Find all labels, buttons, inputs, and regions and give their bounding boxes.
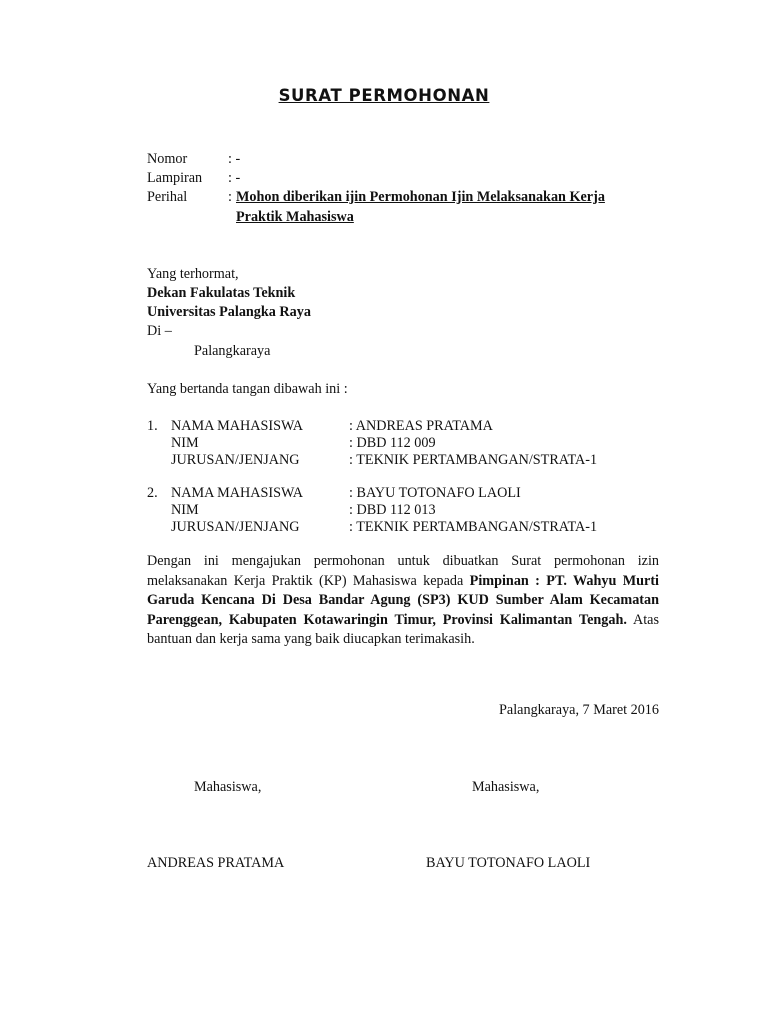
student-2-jurusan-value: : TEKNIK PERTAMBANGAN/STRATA-1	[349, 519, 598, 535]
letter-title: SURAT PERMOHONAN	[278, 86, 490, 105]
body-text-part-3: Atas bantuan dan kerja sama yang baik diucapkan terimakasih.	[147, 611, 659, 648]
signature-1-name: ANDREAS PRATAMA	[147, 855, 285, 871]
perihal-label: Perihal	[147, 189, 188, 205]
body-text-bold: Pimpinan : PT. Wahyu Murti Garuda Kencana Di Desa Bandar Agung (SP3) KUD Sumber Alam Kecamatan Parenggean, Kabupaten Kotawaringin Timur, Provinsi Kalimantan Tengah.	[147, 572, 659, 628]
signature-2-name: BAYU TOTONAFO LAOLI	[426, 855, 591, 871]
intro-text: Yang bertanda tangan dibawah ini :	[147, 381, 348, 397]
student-2-name-value: : BAYU TOTONAFO LAOLI	[349, 485, 521, 501]
student-2-nim-value: : DBD 112 013	[349, 502, 436, 518]
student-1-nim-label: NIM	[171, 435, 199, 451]
student-1-name-value: : ANDREAS PRATAMA	[349, 418, 493, 434]
recipient-name: Dekan Fakulatas Teknik	[147, 285, 296, 301]
body-text-part-1: Dengan ini mengajukan permohonan untuk dibuatkan Surat permohonan izin melaksanakan Kerja Praktik (KP) Mahasiswa kepada	[147, 553, 659, 589]
student-1-number: 1.	[147, 418, 158, 434]
body-paragraph	[147, 552, 659, 650]
perihal-colon: :	[228, 189, 232, 205]
recipient-di: Di –	[147, 323, 172, 339]
perihal-line-1: Mohon diberikan ijin Permohonan Ijin Melaksanakan Kerja	[236, 189, 605, 205]
signature-2-role: Mahasiswa,	[472, 779, 540, 795]
student-2-jurusan-label: JURUSAN/JENJANG	[171, 519, 300, 535]
greeting: Yang terhormat,	[147, 266, 239, 282]
student-1-jurusan-value: : TEKNIK PERTAMBANGAN/STRATA-1	[349, 452, 598, 468]
lampiran-label: Lampiran	[147, 170, 203, 186]
nomor-label: Nomor	[147, 151, 188, 167]
letter-date: Palangkaraya, 7 Maret 2016	[499, 702, 659, 718]
student-2-name-label: NAMA MAHASISWA	[171, 485, 304, 501]
nomor-value: : -	[228, 151, 241, 167]
student-2-nim-label: NIM	[171, 502, 199, 518]
student-1-jurusan-label: JURUSAN/JENJANG	[171, 452, 300, 468]
signature-1-role: Mahasiswa,	[194, 779, 262, 795]
recipient-institution: Universitas Palangka Raya	[147, 304, 311, 320]
lampiran-value: : -	[228, 170, 241, 186]
recipient-city: Palangkaraya	[194, 343, 271, 359]
student-1-name-label: NAMA MAHASISWA	[171, 418, 304, 434]
student-2-number: 2.	[147, 485, 158, 501]
student-1-nim-value: : DBD 112 009	[349, 435, 436, 451]
perihal-line-2: Praktik Mahasiswa	[236, 209, 354, 225]
